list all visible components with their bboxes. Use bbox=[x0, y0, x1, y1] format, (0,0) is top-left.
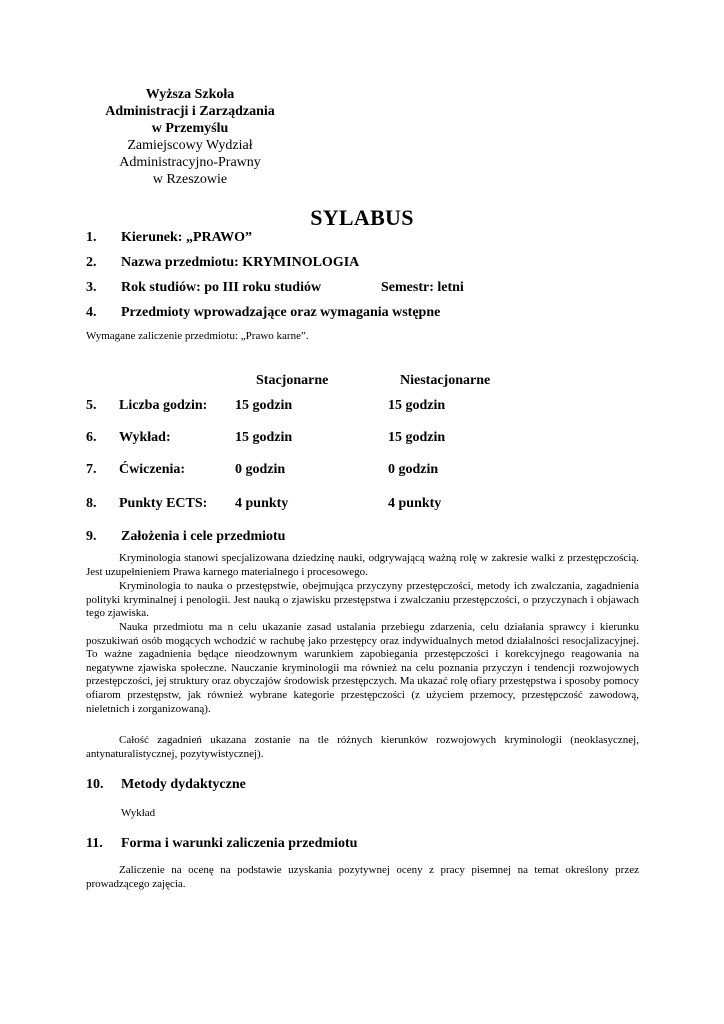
paragraph: Nauka przedmiotu ma n celu ukazanie zasad ustalania przebiegu zdarzenia, celu działania sprawcy i kierunku poszukiwań osób mogących wchodzić w rachubę jako przestępcy oraz indywidualnych metod działalności resocjalizacyjnej. To ważne zagadnienia będące nieodzownym warunkiem zapobiegania przestępczości i korekcyjnego reagowania na negatywne zjawiska społeczne. Nauczanie kryminologii ma również na celu poznania przyczyn i tendencji rozwojowych przestępczości, jej struktury oraz obyczajów środowisk przestępczych. Ma ukazać rolę ofiary przestępstwa i sposoby pomocy ofiarom przestępstw, jak również wybrane kategorie przestępczości (z użyciem przemocy, przestępczość zawodową, nieletnich i zorganizowaną). bbox=[86, 621, 639, 715]
hours-value-nonstationary: 0 godzin bbox=[388, 462, 439, 477]
item-number: 9. bbox=[86, 529, 97, 544]
institution-header bbox=[90, 86, 290, 188]
hours-row-label: Liczba godzin: bbox=[119, 398, 208, 413]
prerequisites-note: Wymagane zaliczenie przedmiotu: „Prawo karne”. bbox=[86, 330, 309, 342]
header-line: w Rzeszowie bbox=[152, 172, 228, 187]
item-number: 5. bbox=[86, 398, 97, 413]
page-title: SYLABUS bbox=[310, 205, 414, 230]
section-heading-assessment: Forma i warunki zaliczenia przedmiotu bbox=[121, 836, 358, 851]
assessment-text: Zaliczenie na ocenę na podstawie uzyskania pozytywnej oceny z pracy pisemnej na temat określony przez prowadzącego zajęcia. bbox=[86, 864, 639, 890]
item-number: 6. bbox=[86, 430, 97, 445]
header-line: Zamiejscowy Wydział bbox=[127, 138, 253, 153]
hours-value-stationary: 4 punkty bbox=[235, 496, 289, 511]
paragraph: Całość zagadnień ukazana zostanie na tle różnych kierunków rozwojowych kryminologii (neoklasycznej, antynaturalistycznej, pozytywistycznej). bbox=[86, 734, 639, 760]
item-number: 2. bbox=[86, 255, 97, 270]
hours-value-stationary: 15 godzin bbox=[235, 398, 293, 413]
hours-value-nonstationary: 15 godzin bbox=[388, 430, 446, 445]
item-number: 7. bbox=[86, 462, 97, 477]
item-number: 1. bbox=[86, 230, 97, 245]
item-course-name: Nazwa przedmiotu: KRYMINOLOGIA bbox=[121, 255, 360, 270]
methods-text: Wykład bbox=[121, 807, 156, 819]
column-header-stationary: Stacjonarne bbox=[256, 373, 329, 388]
hours-value-nonstationary: 15 godzin bbox=[388, 398, 446, 413]
hours-row-label: Ćwiczenia: bbox=[119, 462, 186, 477]
hours-value-stationary: 15 godzin bbox=[235, 430, 293, 445]
section-heading-goals: Założenia i cele przedmiotu bbox=[121, 529, 286, 544]
hours-value-stationary: 0 godzin bbox=[235, 462, 286, 477]
hours-row-label: Punkty ECTS: bbox=[119, 496, 208, 511]
header-line: Administracyjno-Prawny bbox=[119, 155, 261, 170]
item-kierunek: Kierunek: „PRAWO” bbox=[121, 230, 253, 245]
header-line: Administracji i Zarządzania bbox=[105, 104, 275, 119]
header-line: w Przemyślu bbox=[151, 121, 229, 136]
item-number: 10. bbox=[86, 777, 104, 792]
header-line: Wyższa Szkoła bbox=[145, 87, 235, 102]
item-semester: Semestr: letni bbox=[381, 280, 464, 295]
item-number: 4. bbox=[86, 305, 97, 320]
item-year: Rok studiów: po III roku studiów bbox=[121, 280, 322, 295]
column-header-nonstationary: Niestacjonarne bbox=[400, 373, 491, 388]
hours-row-label: Wykład: bbox=[119, 430, 171, 445]
item-number: 3. bbox=[86, 280, 97, 295]
paragraph: Kryminologia to nauka o przestępstwie, obejmująca przyczyny przestępczości, metody ich zwalczania, zagadnienia polityki kryminalnej i penologii. Jest nauką o zjawisku przestępstwa i zwalczaniu przestępczości, o przyczynach i objawach tego zjawiska. bbox=[86, 580, 639, 620]
item-prerequisites: Przedmioty wprowadzające oraz wymagania wstępne bbox=[121, 305, 441, 320]
paragraph: Kryminologia stanowi specjalizowana dziedzinę nauki, odgrywającą ważną rolę w zakresie walki z przestępczością. Jest uzupełnieniem Prawa karnego materialnego i procesowego. bbox=[86, 552, 639, 578]
section-heading-methods: Metody dydaktyczne bbox=[121, 777, 246, 792]
item-number: 11. bbox=[86, 836, 103, 851]
item-number: 8. bbox=[86, 496, 97, 511]
hours-value-nonstationary: 4 punkty bbox=[388, 496, 442, 511]
